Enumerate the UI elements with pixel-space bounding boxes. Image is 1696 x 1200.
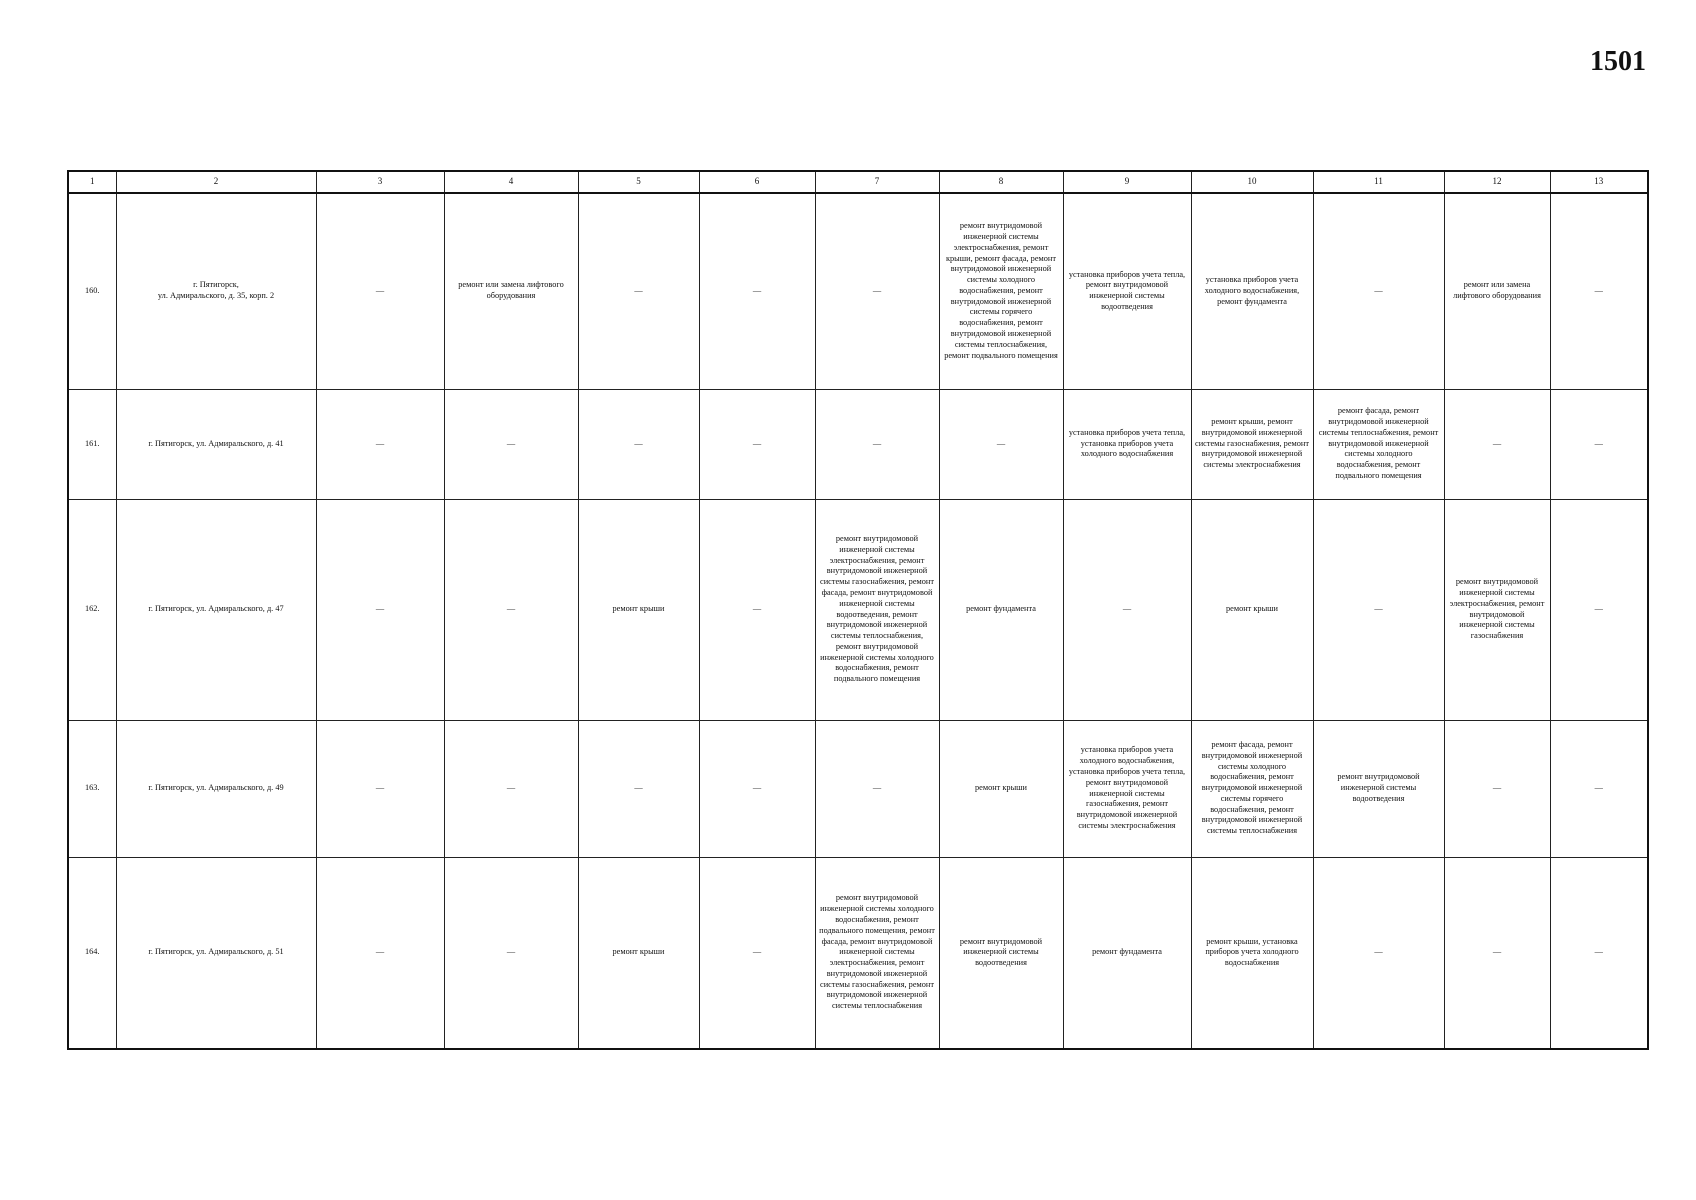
column-number-row: [68, 171, 1648, 193]
row-number: 163.: [68, 720, 116, 857]
table-cell: ремонт внутридомовой инженерной системы холодного водоснабжения, ремонт подвального помещения, ремонт фасада, ремонт внутридомовой инженерной системы электроснабжения, ремонт внутридомовой инженерной системы газоснабжения, ремонт внутридомовой инженерной системы теплоснабжения: [815, 857, 939, 1049]
table-cell: ремонт или замена лифтового оборудования: [1444, 193, 1550, 389]
address-cell: г. Пятигорск, ул. Адмиральского, д. 41: [116, 389, 316, 499]
table-cell: ремонт внутридомовой инженерной системы водоотведения: [939, 857, 1063, 1049]
table-cell: ремонт внутридомовой инженерной системы электроснабжения, ремонт внутридомовой инженерной системы газоснабжения, ремонт фасада, ремонт внутридомовой инженерной системы водоотведения, ремонт внутридомовой инженерной системы теплоснабжения, ремонт внутридомовой инженерной системы холодного водоснабжения, ремонт подвального помещения: [815, 499, 939, 720]
table-cell: —: [699, 857, 815, 1049]
column-header: 4: [444, 171, 578, 193]
row-number: 161.: [68, 389, 116, 499]
table-cell: —: [1550, 499, 1648, 720]
table-cell: —: [1444, 389, 1550, 499]
table-cell: —: [699, 193, 815, 389]
table-cell: ремонт крыши, установка приборов учета холодного водоснабжения: [1191, 857, 1313, 1049]
column-header: 1: [68, 171, 116, 193]
table-row: [68, 389, 1648, 499]
table-cell: ремонт крыши, ремонт внутридомовой инженерной системы газоснабжения, ремонт внутридомовой инженерной системы электроснабжения: [1191, 389, 1313, 499]
address-cell: г. Пятигорск, ул. Адмиральского, д. 51: [116, 857, 316, 1049]
column-header: 9: [1063, 171, 1191, 193]
column-header: 10: [1191, 171, 1313, 193]
table-cell: —: [939, 389, 1063, 499]
column-header: 13: [1550, 171, 1648, 193]
repair-schedule-table: [67, 170, 1649, 1050]
table-cell: ремонт крыши: [1191, 499, 1313, 720]
table-row: [68, 499, 1648, 720]
table-cell: —: [444, 499, 578, 720]
table-cell: —: [1550, 857, 1648, 1049]
table-cell: —: [1313, 499, 1444, 720]
table-cell: ремонт внутридомовой инженерной системы водоотведения: [1313, 720, 1444, 857]
column-header: 5: [578, 171, 699, 193]
table-cell: —: [444, 389, 578, 499]
address-cell: г. Пятигорск, ул. Адмиральского, д. 47: [116, 499, 316, 720]
table-cell: —: [815, 389, 939, 499]
table-cell: —: [1313, 857, 1444, 1049]
address-cell: г. Пятигорск, ул. Адмиральского, д. 35, корп. 2: [116, 193, 316, 389]
column-header: 6: [699, 171, 815, 193]
table-cell: —: [1550, 720, 1648, 857]
table-cell: —: [699, 720, 815, 857]
table-cell: —: [1550, 389, 1648, 499]
row-number: 164.: [68, 857, 116, 1049]
table-cell: ремонт крыши: [578, 499, 699, 720]
table-cell: —: [316, 193, 444, 389]
table-cell: —: [316, 720, 444, 857]
table-cell: —: [1444, 857, 1550, 1049]
table-cell: —: [1313, 193, 1444, 389]
table-row: [68, 720, 1648, 857]
table-cell: —: [316, 389, 444, 499]
table-cell: ремонт внутридомовой инженерной системы электроснабжения, ремонт крыши, ремонт фасада, ремонт внутридомовой инженерной системы холодного водоснабжения, ремонт внутридомовой инженерной системы горячего водоснабжения, ремонт внутридомовой инженерной системы теплоснабжения, ремонт подвального помещения: [939, 193, 1063, 389]
table-cell: —: [578, 193, 699, 389]
table-cell: —: [1063, 499, 1191, 720]
row-number: 162.: [68, 499, 116, 720]
column-header: 2: [116, 171, 316, 193]
address-cell: г. Пятигорск, ул. Адмиральского, д. 49: [116, 720, 316, 857]
table-cell: —: [316, 499, 444, 720]
column-header: 8: [939, 171, 1063, 193]
table-cell: —: [316, 857, 444, 1049]
table-cell: установка приборов учета холодного водоснабжения, ремонт фундамента: [1191, 193, 1313, 389]
table-cell: —: [699, 499, 815, 720]
column-header: 7: [815, 171, 939, 193]
table-cell: ремонт внутридомовой инженерной системы электроснабжения, ремонт внутридомовой инженерной системы газоснабжения: [1444, 499, 1550, 720]
table-cell: установка приборов учета тепла, ремонт внутридомовой инженерной системы водоотведения: [1063, 193, 1191, 389]
table-cell: установка приборов учета тепла, установка приборов учета холодного водоснабжения: [1063, 389, 1191, 499]
table-cell: —: [1444, 720, 1550, 857]
column-header: 12: [1444, 171, 1550, 193]
column-header: 11: [1313, 171, 1444, 193]
table-cell: ремонт или замена лифтового оборудования: [444, 193, 578, 389]
table-cell: —: [1550, 193, 1648, 389]
table-cell: установка приборов учета холодного водоснабжения, установка приборов учета тепла, ремонт внутридомовой инженерной системы газоснабжения, ремонт внутридомовой инженерной системы электроснабжения: [1063, 720, 1191, 857]
table-cell: —: [578, 720, 699, 857]
table-cell: ремонт крыши: [939, 720, 1063, 857]
table-cell: ремонт фасада, ремонт внутридомовой инженерной системы теплоснабжения, ремонт внутридомовой инженерной системы холодного водоснабжения, ремонт подвального помещения: [1313, 389, 1444, 499]
table-row: [68, 193, 1648, 389]
table-cell: —: [444, 857, 578, 1049]
table-cell: ремонт крыши: [578, 857, 699, 1049]
table-cell: ремонт фундамента: [939, 499, 1063, 720]
table-cell: —: [578, 389, 699, 499]
row-number: 160.: [68, 193, 116, 389]
table-cell: —: [815, 720, 939, 857]
column-header: 3: [316, 171, 444, 193]
table-cell: ремонт фасада, ремонт внутридомовой инженерной системы холодного водоснабжения, ремонт внутридомовой инженерной системы горячего водоснабжения, ремонт внутридомовой инженерной системы теплоснабжения: [1191, 720, 1313, 857]
table-row: [68, 857, 1648, 1049]
table-cell: —: [815, 193, 939, 389]
page-number: 1501: [1590, 46, 1646, 77]
table-cell: —: [699, 389, 815, 499]
table-cell: ремонт фундамента: [1063, 857, 1191, 1049]
table-cell: —: [444, 720, 578, 857]
